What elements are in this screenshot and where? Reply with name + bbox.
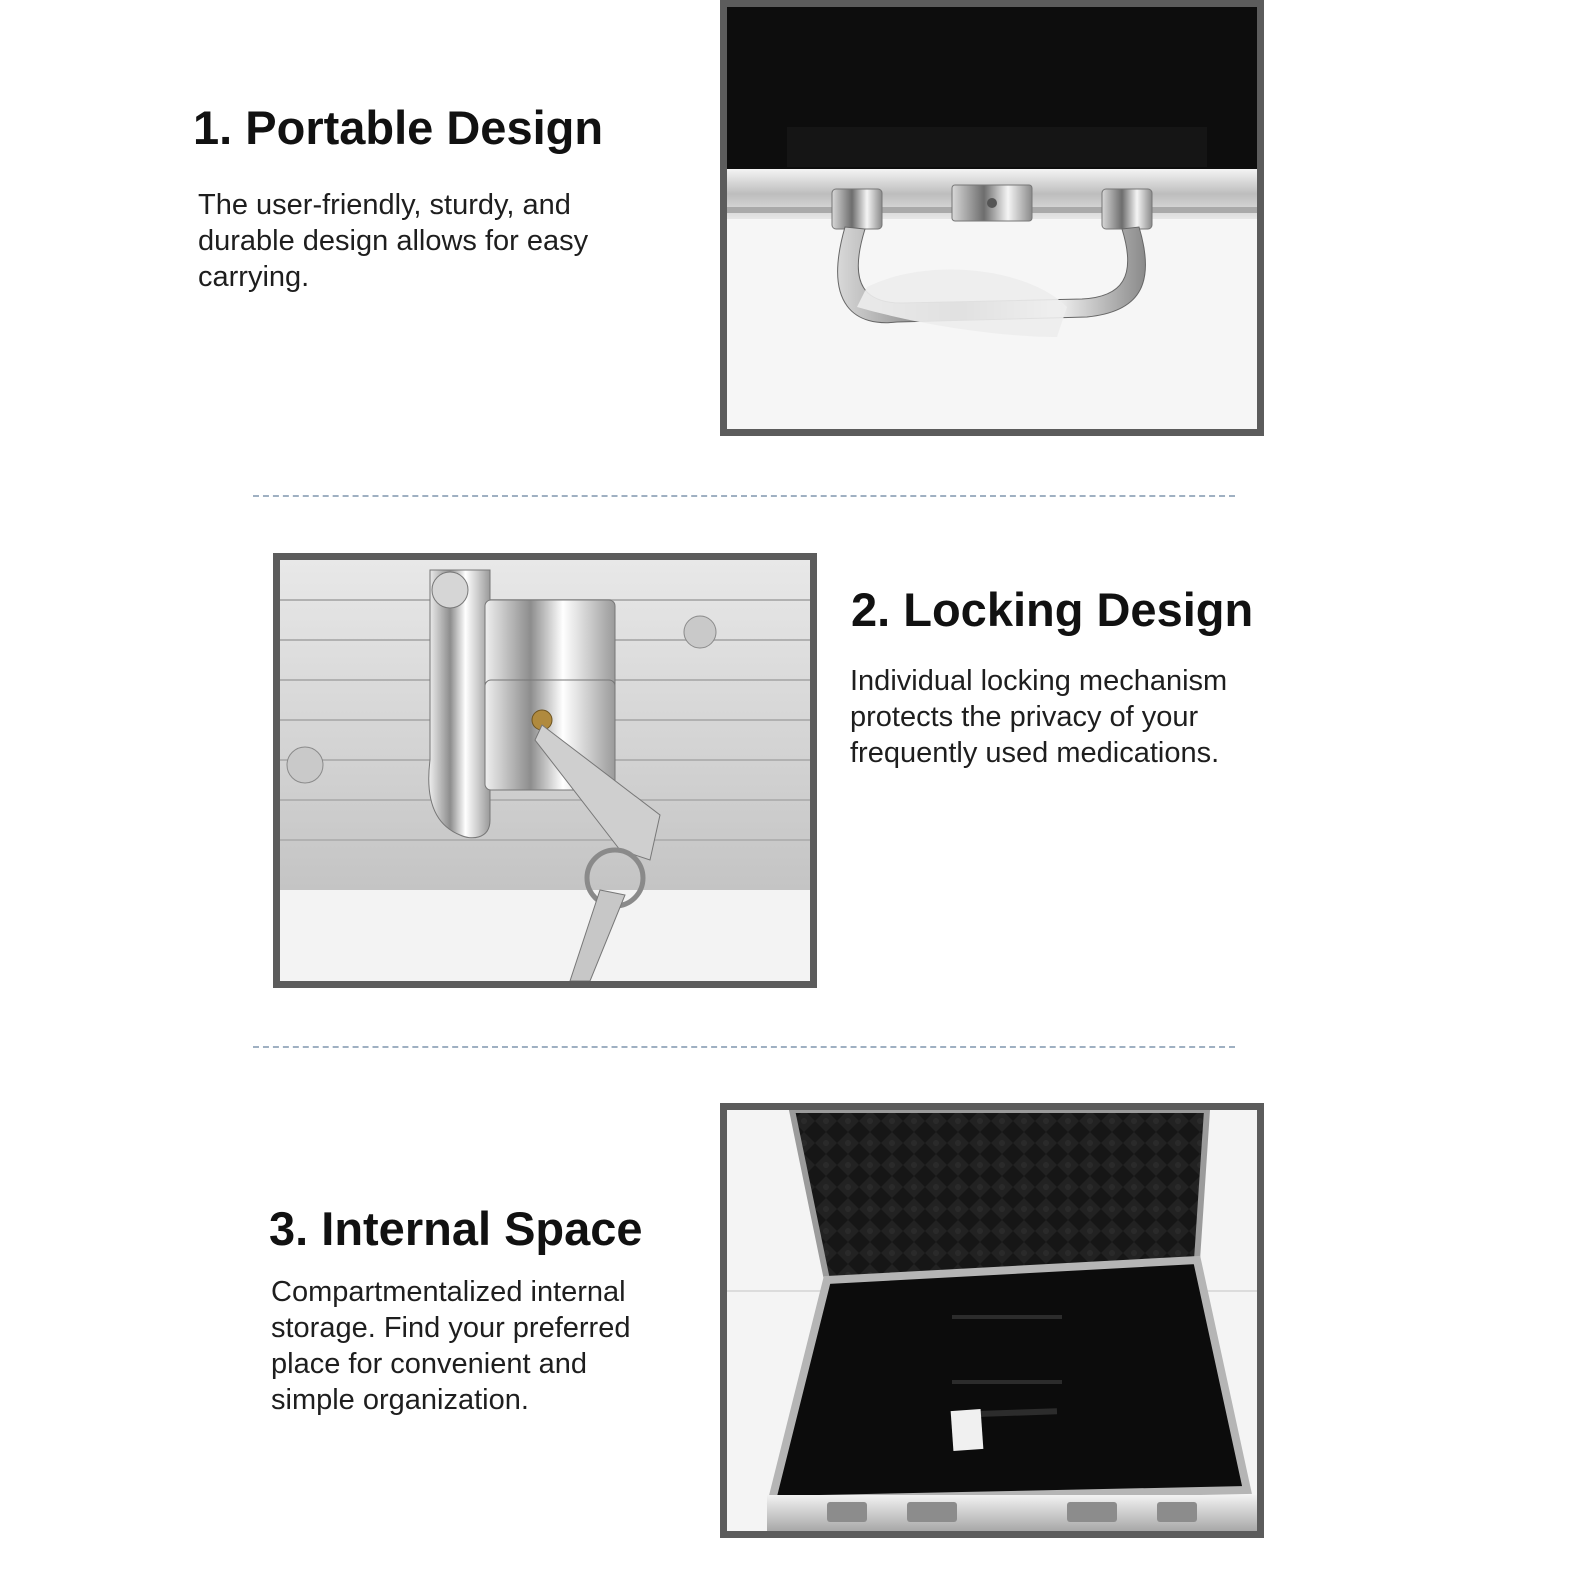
section-1-desc-line: The user-friendly, sturdy, and <box>198 189 571 221</box>
case-lock-key-photo <box>273 553 817 988</box>
section-2-title: 2. Locking Design <box>851 583 1254 636</box>
section-divider <box>253 495 1235 497</box>
section-3-desc-line: Compartmentalized internal <box>271 1276 626 1308</box>
section-2-description <box>850 663 1290 771</box>
section-1-desc-line: carrying. <box>198 261 310 293</box>
case-handle-photo <box>720 0 1264 436</box>
section-1-desc-line: durable design allows for easy <box>198 225 589 257</box>
section-2-desc-line: Individual locking mechanism <box>850 665 1228 697</box>
section-3-desc-line: simple organization. <box>271 1384 529 1416</box>
section-1-description <box>198 187 658 295</box>
section-divider <box>253 1046 1235 1048</box>
section-1-title: 1. Portable Design <box>193 101 604 154</box>
section-3-title: 3. Internal Space <box>269 1202 643 1255</box>
open-case-interior-photo <box>720 1103 1264 1538</box>
section-3-description <box>271 1274 701 1418</box>
section-2-desc-line: frequently used medications. <box>850 737 1220 769</box>
section-3-desc-line: storage. Find your preferred <box>271 1312 631 1344</box>
open-case-illustration <box>727 1110 1257 1531</box>
section-2-desc-line: protects the privacy of your <box>850 701 1199 733</box>
section-3-desc-line: place for convenient and <box>271 1348 587 1380</box>
lock-key-illustration <box>280 560 810 981</box>
case-handle-illustration <box>727 7 1257 429</box>
